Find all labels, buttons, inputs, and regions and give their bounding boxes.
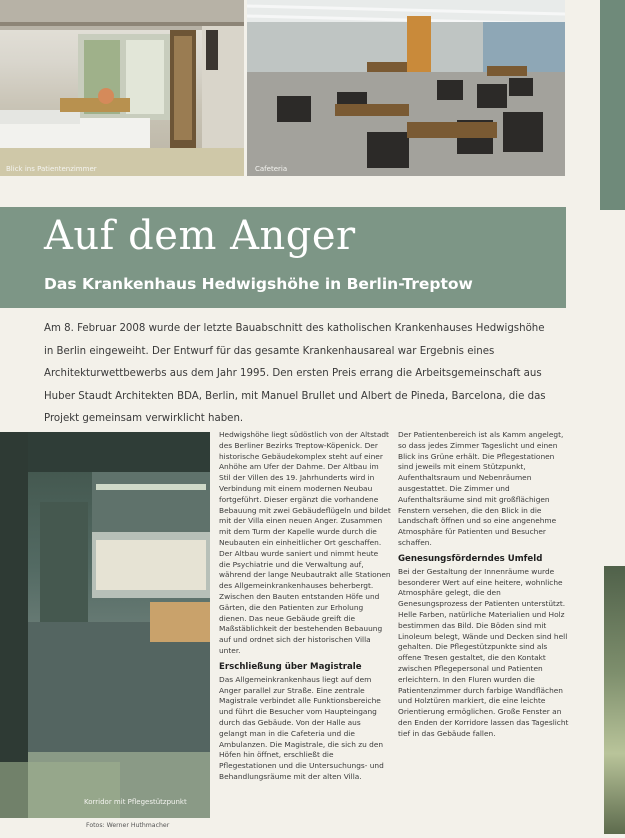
cafeteria-illustration xyxy=(247,0,565,176)
article-subtitle: Das Krankenhaus Hedwigshöhe in Berlin-Treptow xyxy=(44,275,473,293)
column1-paragraph-2: Das Allgemeinkrankenhaus liegt auf dem Anger parallel zur Straße. Eine zentrale Magistrale verbindet alle Funktionsbereiche und führt die Besucher vom Haupteingang durch das Gebäude. Von der Halle aus gelangt man in die Cafeteria und die Ambulanzen. Die Magistrale, die sich zu den Höfen hin öffnet, erschließt die Pflegestationen und die Untersuchungs- und Behandlungsräume mit der alten Villa. xyxy=(219,674,384,781)
next-page-photo-edge xyxy=(604,566,625,834)
column2-paragraph-2: Bei der Gestaltung der Innenräume wurde besonderer Wert auf eine heitere, wohnliche Atmosphäre gelegt, die den Genesungsprozess der Patienten unterstützt. Helle Farben, natürliche Materialien und Holz bestimmen das Bild. Die Böden sind mit Linoleum belegt, Wände und Decken sind hell gehalten. Die Pflegestützpunkte sind als offene Tresen gestaltet, die den Kontakt zwischen Pflegepersonal und Patienten erleichtern. In den Fluren wurden die Patientenzimmer durch farbige Wandflächen und Holztüren markiert, die eine leichte Orientierung ermöglichen. Große Fenster an den Enden der Korridore lassen das Tageslicht tief in das Gebäude fallen. xyxy=(398,566,569,738)
lead-paragraph: Am 8. Februar 2008 wurde der letzte Bauabschnitt des katholischen Krankenhauses Hedwigshöhe in Berlin eingeweiht. Der Entwurf für das gesamte Krankenhausareal war Ergebnis eines Architekturwettbewerbs aus dem Jahr 1995. Den ersten Preis errang die Arbeitsgemeinschaft aus Huber Staudt Architekten BDA, Berlin, mit Manuel Brullet und Albert de Pineda, Barcelona, die das Projekt gemeinsam verwirklicht haben. xyxy=(44,323,546,424)
patient-room-photo xyxy=(0,0,244,176)
column1-heading: Erschließung über Magistrale xyxy=(219,661,362,672)
room-photo-caption: Blick ins Patientenzimmer xyxy=(6,165,97,173)
corridor-photo-caption: Korridor mit Pflegestützpunkt xyxy=(84,798,187,806)
next-page-edge xyxy=(600,0,625,210)
photo-credit: Fotos: Werner Huthmacher xyxy=(86,822,170,829)
text-column-1 xyxy=(219,430,391,783)
cafeteria-photo xyxy=(247,0,565,176)
column2-paragraph-1: Der Patientenbereich ist als Kamm angelegt, so dass jedes Zimmer Tageslicht und einen Blick ins Grüne erhält. Die Pflegestationen sind jeweils mit einem Stützpunkt, Aufenthaltsraum und Nebenräumen ausgestattet. Die Zimmer und Aufenthaltsräume sind mit großflächigen Fenstern versehen, die den Blick in die Landschaft öffnen und so eine angenehme Atmosphäre für Patienten und Besucher schaffen. xyxy=(398,430,564,547)
cafeteria-photo-caption: Cafeteria xyxy=(255,165,288,173)
article-title: Auf dem Anger xyxy=(44,213,356,259)
corridor-photo xyxy=(0,432,210,818)
column2-heading: Genesungsförderndes Umfeld xyxy=(398,553,543,564)
patient-room-illustration xyxy=(0,0,244,176)
text-column-2 xyxy=(398,430,570,740)
corridor-illustration xyxy=(0,432,210,818)
column1-paragraph-1: Hedwigshöhe liegt südöstlich von der Altstadt des Berliner Bezirks Treptow-Köpenick. Der historische Gebäudekomplex steht auf einer Anhöhe am Ufer der Dahme. Der Altbau im Stil der Villen des 19. Jahrhunderts wird in Verbindung mit einem modernen Neubau fortgeführt. Dieser ergänzt die vorhandene Bebauung mit zwei Gebäudeflügeln und bildet mit der Villa einen neuen Anger. Zusammen mit dem Turm der Kapelle wurde durch die Neubauten ein einheitlicher Ort geschaffen. Der Altbau wurde saniert und nimmt heute die Psychiatrie und die Verwaltung auf, während der lange Neubautrakt alle Stationen des Allgemeinkrankenhauses beherbergt. Zwischen den Bauten entstanden Höfe und Gärten, die den Patienten zur Erholung dienen. Das neue Gebäude greift die Maßstäblichkeit der bestehenden Bebauung auf und ordnet sich der historischen Villa unter. xyxy=(219,430,391,655)
